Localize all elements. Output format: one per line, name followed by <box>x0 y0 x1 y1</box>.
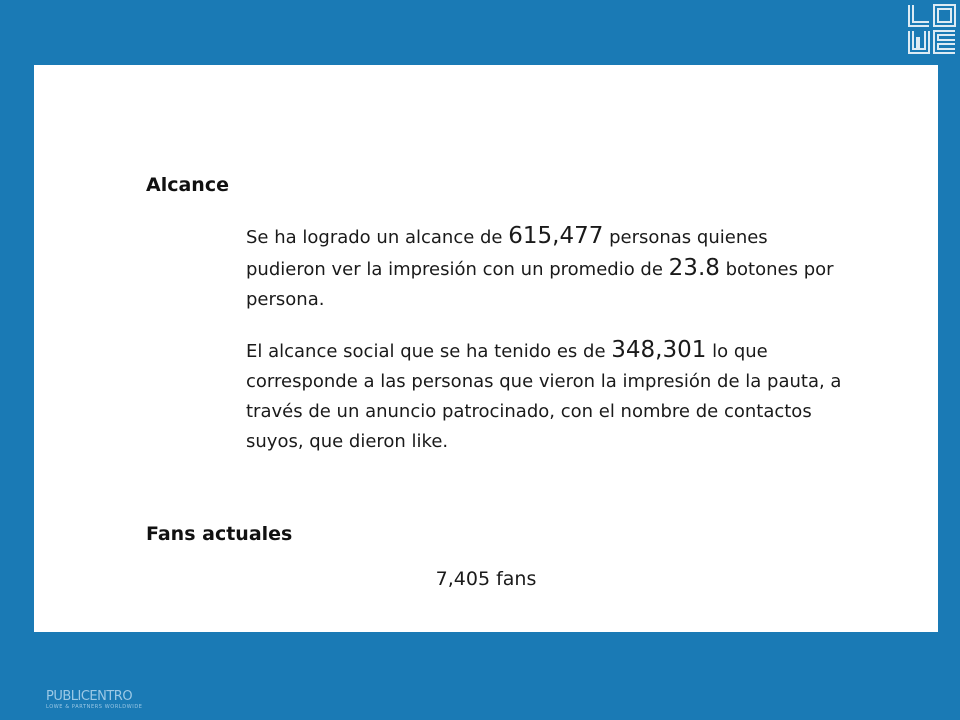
content-panel <box>34 65 938 632</box>
social-text-before: El alcance social que se ha tenido es de <box>246 341 612 362</box>
fans-heading: Fans actuales <box>146 523 293 545</box>
reach-text-before: Se ha logrado un alcance de <box>246 227 509 248</box>
publicentro-logo <box>46 690 176 711</box>
reach-number: 615,477 <box>508 223 604 249</box>
footer-brand-tagline: LOWE & PARTNERS WORLDWIDE <box>46 704 143 710</box>
social-reach-number: 348,301 <box>611 337 707 363</box>
fans-count: 7,405 fans <box>435 568 537 590</box>
lowe-logo <box>906 2 958 56</box>
lowe-logo-mark <box>906 2 958 56</box>
reach-text-after: botones por persona. <box>246 259 834 310</box>
average-number: 23.8 <box>668 255 720 281</box>
footer-brand-name: PUBLICENTRO <box>46 689 133 704</box>
alcance-heading: Alcance <box>146 174 229 196</box>
alcance-paragraph-reach <box>246 221 846 315</box>
reach-text-mid: personas quienes pudieron ver la impresión con un promedio de <box>246 227 768 280</box>
social-text-after: lo que corresponde a las personas que vieron la impresión de la pauta, a través de un anuncio patrocinado, con el nombre de contactos suyos, que dieron like. <box>246 341 842 452</box>
alcance-paragraph-social <box>246 335 846 457</box>
